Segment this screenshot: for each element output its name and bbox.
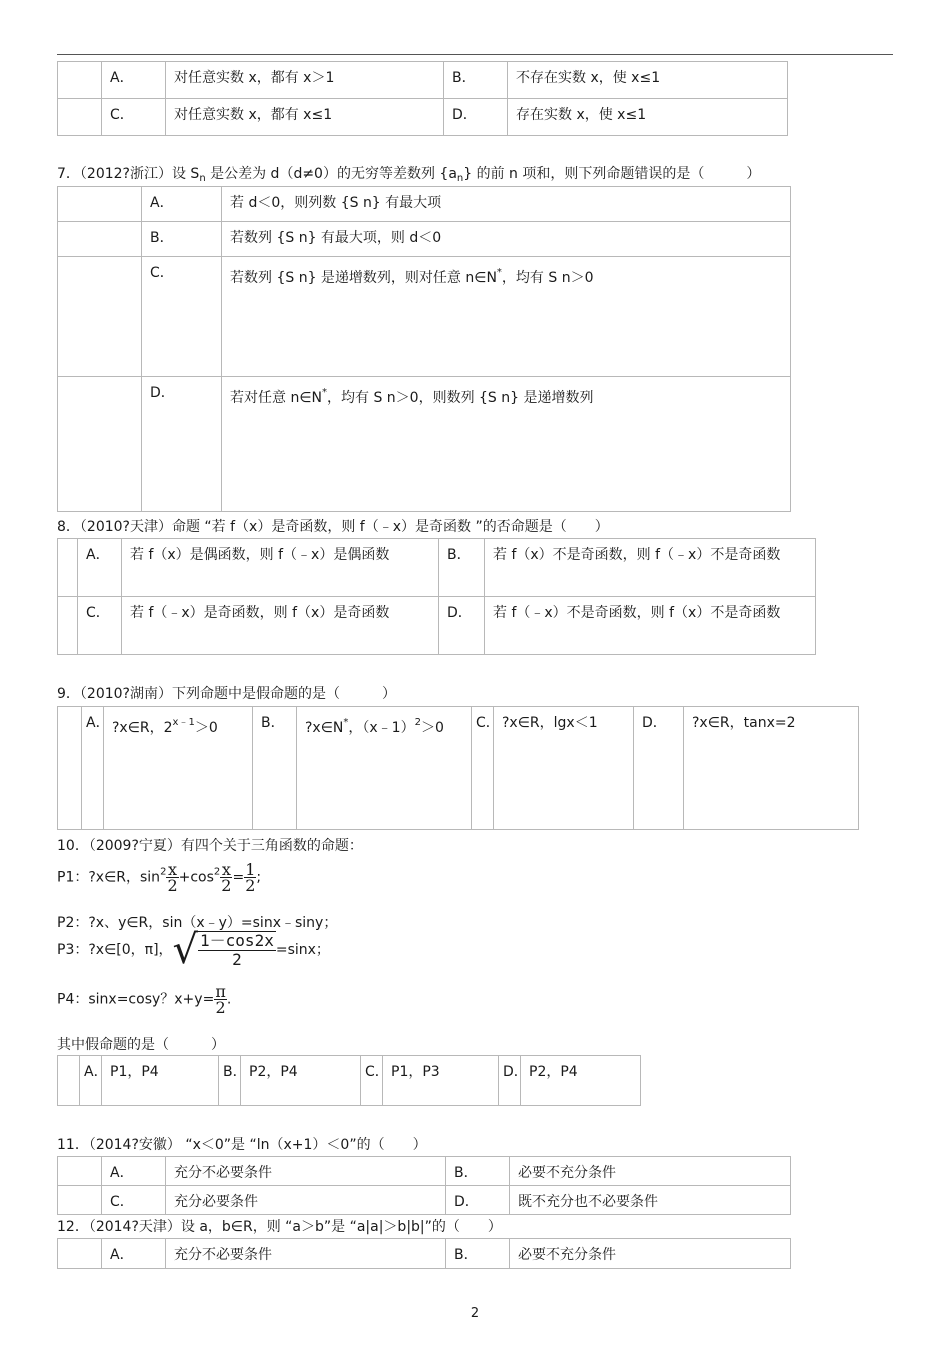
q6-row2-pad — [58, 99, 102, 136]
q11-pad-2 — [58, 1186, 102, 1215]
q12-pad-1 — [58, 1239, 102, 1269]
q10-option-d-label[interactable]: D． — [499, 1056, 521, 1106]
q6-option-d-text: 存在实数 x，使 x≤1 — [508, 99, 788, 136]
q10-option-d-text: P2，P4 — [521, 1056, 641, 1106]
q6-option-a-label[interactable]: A． — [102, 62, 166, 99]
q8-pad-2 — [58, 597, 78, 655]
q7-stem: 7．（2012?浙江）设 $S_n$ 是公差为 d（d≠0）的无穷等差数列 $\{a_n\}$ 的前 n 项和，则下列命题错误的是（ ） — [57, 166, 761, 184]
q11-option-a-label[interactable]: A． — [102, 1157, 166, 1186]
q8-option-a-text: 若 f（x）是偶函数，则 f（﹣x）是偶函数 — [122, 539, 439, 597]
q6-option-d-label[interactable]: D． — [444, 99, 508, 136]
q7-option-d-label[interactable]: D． — [142, 377, 222, 512]
q12-option-b-text: 必要不充分条件 — [510, 1239, 791, 1269]
q9-option-c-text: ?x∈R，lgx＜1 — [494, 707, 634, 830]
q11-options-table — [57, 1156, 791, 1215]
q7-pad-c — [58, 257, 142, 377]
q11-option-b-text: 必要不充分条件 — [510, 1157, 791, 1186]
sqrt-sign: √ $\frac{1-\cos 2x}{2}$ — [172, 927, 274, 973]
q8-stem: 8．（2010?天津）命题 “若 f（x）是奇函数，则 f（﹣x）是奇函数 ”的否命题是（ ） — [57, 519, 609, 535]
q6-option-a-text: 对任意实数 x，都有 x＞1 — [166, 62, 444, 99]
q10-option-b-label[interactable]: B． — [219, 1056, 241, 1106]
q10-option-c-text: P1，P3 — [383, 1056, 499, 1106]
q6-row1-pad — [58, 62, 102, 99]
q8-option-b-text: 若 f（x）不是奇函数，则 f（﹣x）不是奇函数 — [485, 539, 816, 597]
q9-option-b-label[interactable]: B． — [253, 707, 297, 830]
q12-option-a-text: 充分不必要条件 — [166, 1239, 446, 1269]
q9-pad — [58, 707, 82, 830]
q10-ask: 其中假命题的是（ ） — [57, 1037, 225, 1053]
q8-option-a-label[interactable]: A． — [78, 539, 122, 597]
q11-option-c-label[interactable]: C． — [102, 1186, 166, 1215]
q12-stem: 12．（2014?天津）设 a，b∈R，则 “a＞b”是 “a|a|＞b|b|”的（ ） — [57, 1219, 502, 1235]
q7-pad-a — [58, 187, 142, 222]
q9-option-c-label[interactable]: C． — [472, 707, 494, 830]
q8-option-d-text: 若 f（﹣x）不是奇函数，则 f（x）不是奇函数 — [485, 597, 816, 655]
q8-option-b-label[interactable]: B． — [439, 539, 485, 597]
q10-p4: P4：sinx=cosy？x+y= $\frac{\pi}{2}$ . — [57, 982, 232, 1017]
q11-option-d-text: 既不充分也不必要条件 — [510, 1186, 791, 1215]
q12-option-b-label[interactable]: B． — [446, 1239, 510, 1269]
q9-option-a-label[interactable]: A． — [82, 707, 104, 830]
q12-option-a-label[interactable]: A． — [102, 1239, 166, 1269]
q6-option-c-text: 对任意实数 x，都有 x≤1 — [166, 99, 444, 136]
header-rule — [57, 54, 893, 55]
q7-option-a-text: 若 d＜0，则列数 {S n} 有最大项 — [222, 187, 791, 222]
q8-option-c-text: 若 f（﹣x）是奇函数，则 f（x）是奇函数 — [122, 597, 439, 655]
q7-option-c-text: 若数列 {S n} 是递增数列，则对任意 n∈N*，均有 S n＞0 — [222, 257, 791, 377]
q7-option-d-text: 若对任意 n∈N*，均有 S n＞0，则数列 {S n} 是递增数列 — [222, 377, 791, 512]
q12-options-table — [57, 1238, 791, 1269]
q10-p2: P2：?x、y∈R，sin（x﹣y）=sinx﹣siny； — [57, 915, 338, 931]
q8-options-table — [57, 538, 816, 655]
q10-option-b-text: P2，P4 — [241, 1056, 361, 1106]
q8-pad-1 — [58, 539, 78, 597]
page-number: 2 — [470, 1306, 480, 1321]
q11-option-d-label[interactable]: D． — [446, 1186, 510, 1215]
q11-option-a-text: 充分不必要条件 — [166, 1157, 446, 1186]
q6-option-b-label[interactable]: B． — [444, 62, 508, 99]
q11-option-c-text: 充分必要条件 — [166, 1186, 446, 1215]
q6-options-table — [57, 61, 788, 136]
q8-option-c-label[interactable]: C． — [78, 597, 122, 655]
q10-stem: 10．（2009?宁夏）有四个关于三角函数的命题： — [57, 838, 363, 854]
q10-options-table — [57, 1055, 641, 1106]
q9-stem: 9．（2010?湖南）下列命题中是假命题的是（ ） — [57, 686, 396, 702]
q9-option-b-text: ?x∈N*，（x﹣1）$^2$＞0 — [297, 707, 472, 830]
q9-option-d-text: ?x∈R，tanx=2 — [684, 707, 859, 830]
q7-option-b-text: 若数列 {S n} 有最大项，则 d＜0 — [222, 222, 791, 257]
q7-option-c-label[interactable]: C． — [142, 257, 222, 377]
q9-option-a-text: ?x∈R，$2^{x﹣1}>0$ — [104, 707, 253, 830]
q11-option-b-label[interactable]: B． — [446, 1157, 510, 1186]
q7-option-a-label[interactable]: A． — [142, 187, 222, 222]
q10-pad — [58, 1056, 80, 1106]
q11-pad-1 — [58, 1157, 102, 1186]
q7-options-table — [57, 186, 791, 512]
q11-stem: 11．（2014?安徽） “x＜0”是 “ln（x+1）＜0”的（ ） — [57, 1137, 427, 1153]
q10-option-c-label[interactable]: C． — [361, 1056, 383, 1106]
q7-pad-b — [58, 222, 142, 257]
q9-options-table — [57, 706, 859, 830]
q10-option-a-text: P1，P4 — [102, 1056, 219, 1106]
q10-p1: P1：?x∈R，$\sin^2$ $\frac{x}{2}$ $+\cos^2$ $\frac{x}{2}$ = $\frac{1}{2}$ ; — [57, 860, 262, 895]
q6-option-b-text: 不存在实数 x，使 x≤1 — [508, 62, 788, 99]
q10-option-a-label[interactable]: A． — [80, 1056, 102, 1106]
q7-option-b-label[interactable]: B． — [142, 222, 222, 257]
q7-pad-d — [58, 377, 142, 512]
q10-p3: P3：?x∈[0，π]，√ $\frac{1-\cos 2x}{2}=\sin x$； — [57, 927, 330, 973]
q9-option-d-label[interactable]: D． — [634, 707, 684, 830]
q6-option-c-label[interactable]: C． — [102, 99, 166, 136]
q8-option-d-label[interactable]: D． — [439, 597, 485, 655]
